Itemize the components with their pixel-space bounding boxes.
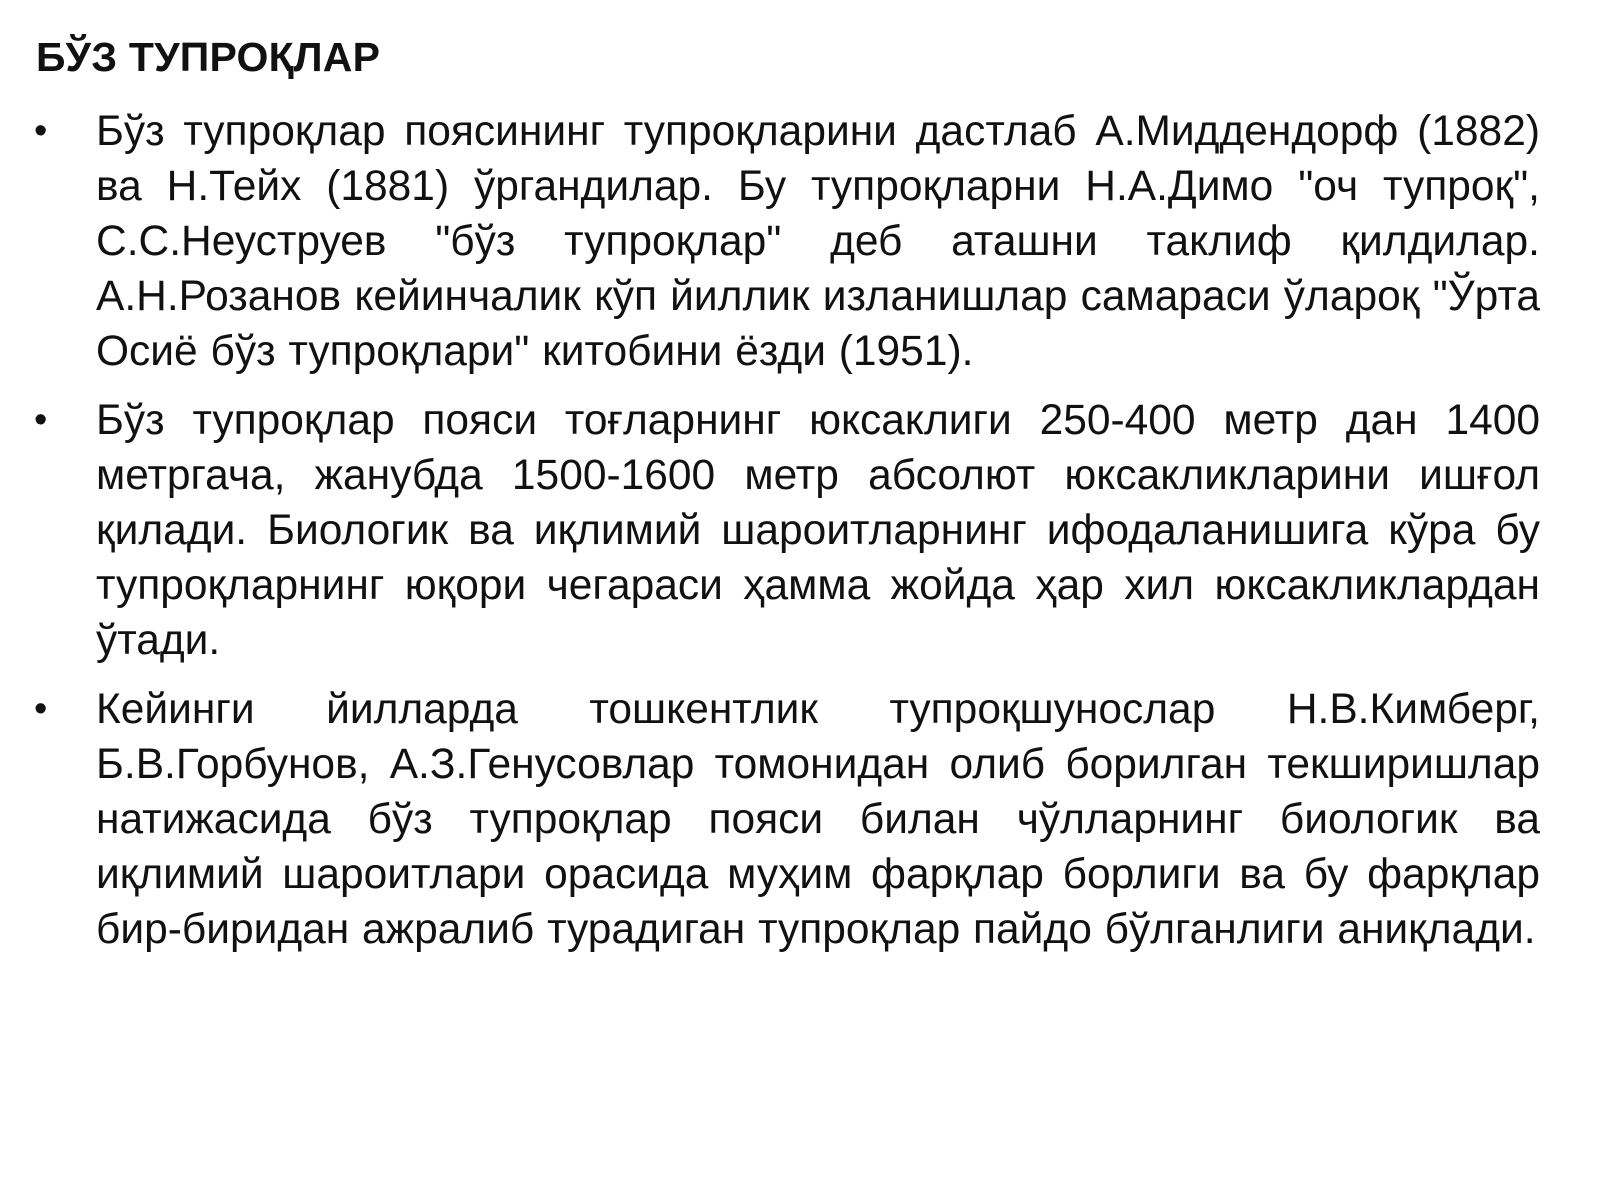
bullet-marker: • — [34, 399, 48, 441]
bullet-item — [0, 393, 1600, 668]
bullet-text: Бўз тупроқлар пояси тоғларнинг юксаклиги 250-400 метр дан 1400 метргача, жанубда 1500-1600 метр абсолют юксакликларини ишғол қилади. Биологик ва иқлимий шароитларнинг ифодаланишига кўра бу тупроқларнинг юқори чегараси ҳамма жойда ҳар хил юксакликлардан ўтади. — [96, 397, 1540, 664]
bullet-marker: • — [34, 688, 48, 730]
bullet-text: Бўз тупроқлар поясининг тупроқларини дастлаб А.Миддендорф (1882) ва Н.Тейх (1881) ўргандилар. Бу тупроқларни Н.А.Димо "оч тупроқ", С.С.Неуструев "бўз тупроқлар" деб аташни таклиф қилдилар. А.Н.Розанов кейинчалик кўп йиллик изланишлар самараси ўлароқ "Ўрта Осиё бўз тупроқлари" китобини ёзди (1951). — [96, 108, 1540, 375]
bullet-list — [0, 104, 1600, 971]
bullet-text: Кейинги йилларда тошкентлик тупроқшунослар Н.В.Кимберг, Б.В.Горбунов, А.З.Генусовлар томонидан олиб борилган текширишлар натижасида бўз тупроқлар пояси билан чўлларнинг биологик ва иқлимий шароитлари орасида муҳим фарқлар борлиги ва бу фарқлар бир-биридан ажралиб турадиган тупроқлар пайдо бўлганлиги аниқлади. — [96, 686, 1540, 953]
bullet-item — [0, 104, 1600, 379]
bullet-item — [0, 682, 1600, 957]
bullet-marker: • — [34, 110, 48, 152]
slide-title: БЎЗ ТУПРОҚЛАР — [36, 34, 381, 80]
